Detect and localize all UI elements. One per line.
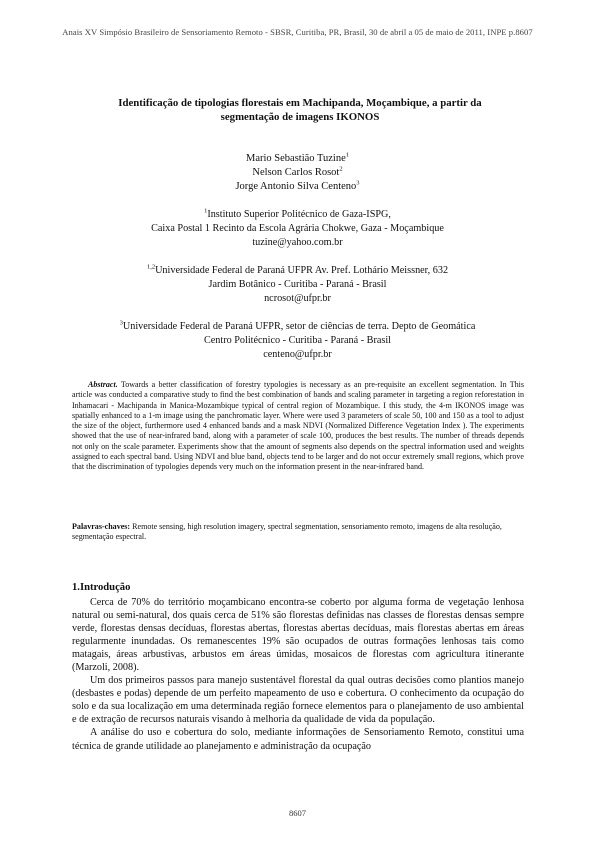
author — [0, 166, 595, 180]
affiliation-line: Jardim Botânico - Curitiba - Paraná - Brasil — [208, 279, 387, 290]
affiliation — [0, 320, 595, 362]
affiliation-line: $^1$Instituto Superior Politécnico de Gaza-ISPG, — [204, 207, 391, 220]
keywords — [72, 522, 524, 543]
affiliation-email: tuzine@yahoo.com.br — [252, 237, 343, 248]
affiliation-mark: 1,2 — [146, 263, 156, 271]
author-affiliation-mark: 2 — [339, 165, 343, 173]
paper-title — [80, 96, 520, 124]
affiliation-line: Caixa Postal 1 Recinto da Escola Agrária Chokwe, Gaza - Moçambique — [151, 223, 444, 234]
body-paragraph: A análise do uso e cobertura do solo, mediante informações de Sensoriamento Remoto, constitui uma técnica de grande utilidade ao planejamento e administração da ocupação — [72, 727, 524, 752]
author-affiliation-mark: 3 — [356, 179, 360, 187]
body-paragraph: Cerca de 70% do território moçambicano encontra-se coberto por alguma forma de vegetação lenhosa natural ou semi-natural, dos quais cerca de 51% são florestas definidas nas classes de florestas densas sempre verde, florestas densas decíduas, florestas abertas, florestas abertas decíduas, mais florestas abertas em áreas regularmente inundadas. Os remanescentes 19% são ocupados de outras formações lenhosas tais como matagais, áreas arbustivas, arbustos em áreas úmidas, mosaicos de florestas com agricultura itinerante (Marzoli, 2008). — [72, 597, 524, 674]
affiliation — [0, 208, 595, 250]
affiliation-mark: 1 — [204, 207, 208, 215]
affiliation-mark: 3 — [119, 319, 123, 327]
author-list — [0, 152, 595, 194]
abstract-label: Abstract. — [88, 380, 118, 389]
affiliation — [0, 264, 595, 306]
body-paragraph: Um dos primeiros passos para manejo sustentável florestal da qual outras decisões como plantios manejo (desbastes e podas) depende de um perfeito mapeamento de uso e cobertura. O conhecimento da ocupação do solo e da sua localização em uma determinada região fornece elementos para o planejamento de uso ambiental e de extração de recursos naturais visando à melhoria da qualidade de vida da população. — [72, 675, 524, 726]
introduction-body — [72, 596, 524, 753]
author — [0, 152, 595, 166]
author-name: Jorge Antonio Silva Centeno — [235, 181, 357, 192]
author-name: Nelson Carlos Rosot — [252, 167, 340, 178]
keywords-label: Palavras-chaves: — [72, 522, 131, 531]
author-affiliation-mark: 1 — [345, 151, 349, 159]
running-header: Anais XV Simpósio Brasileiro de Sensoriamento Remoto - SBSR, Curitiba, PR, Brasil, 30 de abril a 05 de maio de 2011, INPE p.8607 — [62, 27, 533, 37]
affiliation-email: ncrosot@ufpr.br — [264, 293, 331, 304]
keywords-text: Remote sensing, high resolution imagery, spectral segmentation, sensoriamento remoto, imagens de alta resolução, segmentação espectral. — [72, 522, 502, 542]
author — [0, 180, 595, 194]
author-name: Mario Sebastião Tuzine — [246, 153, 346, 164]
abstract-text: Towards a better classification of forestry typologies is necessary as an pre-requisite an excellent segmentation. In This article was conducted a comparative study to find the best combination of bands and scaling parameter in targeting a region reforestation in Inhamacari - Machipanda in Manica-Mozambique typical of central region of Mozambique. I this study, the 4-m IKONOS image was spatially enhanced to a 1-m image using the panchromatic layer. Where were used 3 parameters of scale 50, 100 and 150 as a tool to adjust the size of the object, furthermore used 4 enhanced bands and a mask NDVI (Normalized Difference Vegetation Index ). The experiments showed that the use of near-infrared band, along with a parameter of scale 100, produces the best results. The number of threads depends not only on the scale parameter. Experiments show that the amount of segments also depends on the spectral information used and weights assigned to each spectral band. Using NDVI and blue band, objects tend to be larger and do not occur extremely small regions, which prove that the discrimination of typologies depends very much on the information present in the near-infrared band. — [72, 380, 524, 472]
affiliation-line: Centro Politécnico - Curitiba - Paraná - Brasil — [203, 335, 391, 346]
affiliation-email: centeno@ufpr.br — [263, 349, 332, 360]
page-number: 8607 — [289, 808, 306, 818]
abstract — [72, 380, 524, 473]
affiliation-line: $^{1,2}$Universidade Federal de Paraná UFPR Av. Pref. Lothário Meissner, 632 — [146, 263, 449, 276]
title-line: Identificação de tipologias florestais em Machipanda, Moçambique, a partir da — [118, 97, 482, 109]
section-heading: 1.Introdução — [72, 582, 131, 593]
affiliation-line: $^3$Universidade Federal de Paraná UFPR, setor de ciências de terra. Depto de Geomática — [119, 319, 476, 332]
title-line: segmentação de imagens IKONOS — [220, 111, 380, 123]
